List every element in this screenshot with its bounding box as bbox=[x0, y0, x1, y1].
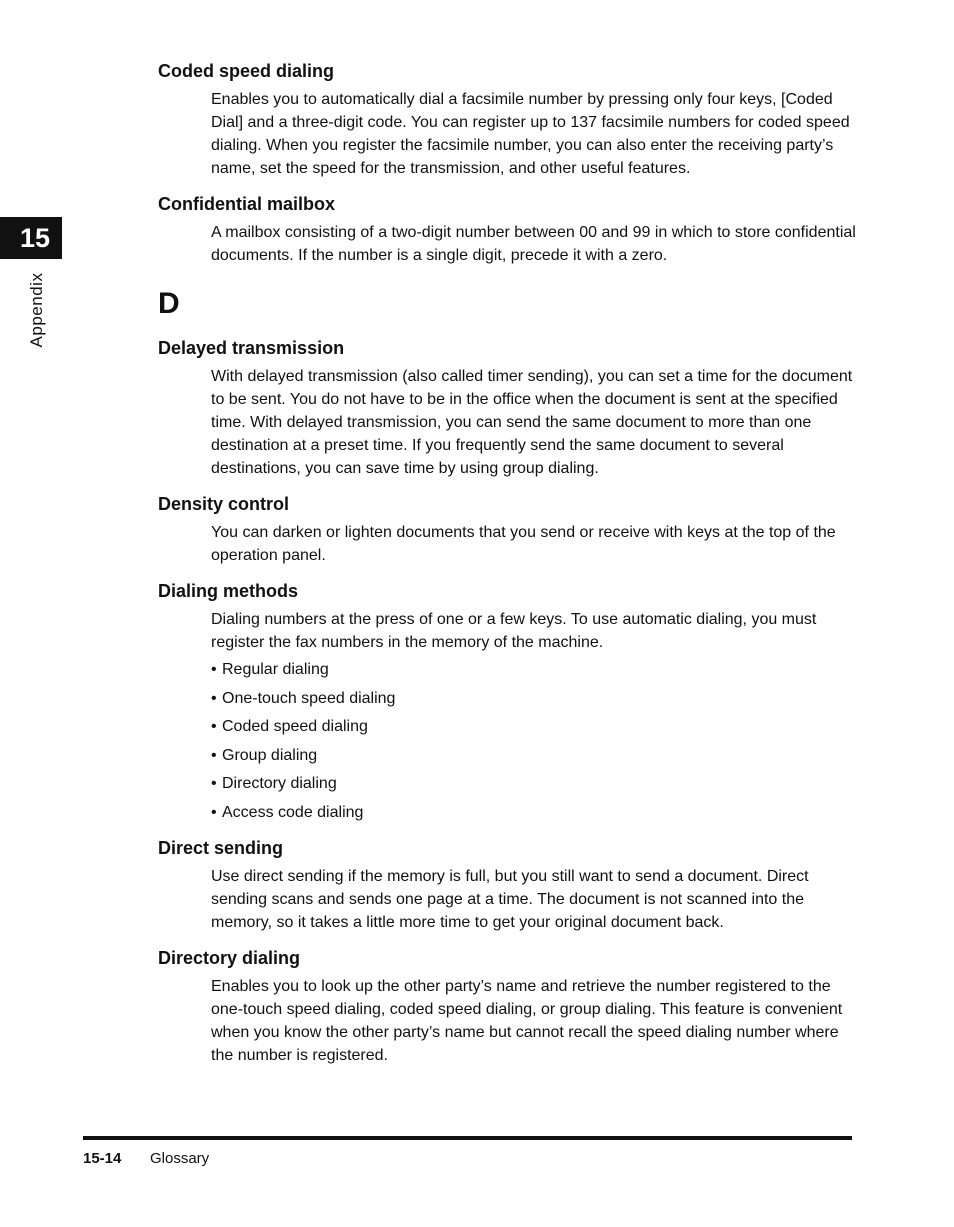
glossary-entry bbox=[158, 947, 858, 1067]
glossary-definition: With delayed transmission (also called timer sending), you can set a time for the document to be sent. You do not have to be in the office when the document is sent at the specified time. With delayed transmission, you can send the same document to more than one destination at a preset time. If you frequently send the same document to several destinations, you can save time by using group dialing. bbox=[211, 368, 853, 477]
glossary-term: Coded speed dialing bbox=[158, 61, 335, 81]
section-side-label: Appendix bbox=[27, 272, 46, 348]
glossary-definition: Use direct sending if the memory is full, but you still want to send a document. Direct sending scans and sends one page at a time. The document is not scanned into the memory, so it takes a little more time to get your original document back. bbox=[211, 867, 809, 931]
list-item-text: Regular dialing bbox=[222, 661, 329, 678]
list-item-text: One-touch speed dialing bbox=[222, 689, 396, 707]
footer-title: Glossary bbox=[150, 1150, 210, 1167]
glossary-definition: Enables you to automatically dial a facsimile number by pressing only four keys, [Coded Dial] and a three-digit code. You can register up to 137 facsimile numbers for coded speed dialing. When you register the facsimile number, you can also enter the receiving party’s name, set the speed for the transmission, and other useful features. bbox=[211, 91, 850, 177]
glossary-definition: Enables you to look up the other party’s name and retrieve the number registered to the one-touch speed dialing, coded speed dialing, or group dialing. This feature is convenient when you know the other party’s name but cannot recall the speed dialing number where the number is registered. bbox=[211, 977, 843, 1064]
glossary-entry bbox=[158, 337, 858, 480]
glossary-term: Direct sending bbox=[158, 837, 284, 858]
glossary-entry bbox=[158, 580, 858, 824]
glossary-entry bbox=[158, 193, 858, 267]
list-item bbox=[211, 688, 858, 710]
list-item bbox=[211, 773, 858, 795]
glossary-term: Dialing methods bbox=[158, 581, 299, 601]
glossary-term: Delayed transmission bbox=[158, 338, 345, 358]
glossary-term: Confidential mailbox bbox=[158, 194, 336, 214]
footer-page-number: 15-14 bbox=[83, 1150, 122, 1167]
glossary-term: Density control bbox=[158, 494, 290, 514]
list-item bbox=[211, 716, 858, 738]
glossary-content bbox=[158, 60, 858, 1080]
glossary-entry bbox=[158, 493, 858, 567]
list-item-text: Group dialing bbox=[222, 746, 318, 764]
glossary-definition: Dialing numbers at the press of one or a few keys. To use automatic dialing, you must register the fax numbers in the memory of the machine. bbox=[211, 611, 817, 651]
glossary-entry bbox=[158, 60, 858, 180]
list-item bbox=[211, 659, 858, 681]
list-item-text: Directory dialing bbox=[222, 775, 337, 792]
footer-divider bbox=[83, 1136, 852, 1140]
glossary-definition: A mailbox consisting of a two-digit number between 00 and 99 in which to store confidential documents. If the number is a single digit, precede it with a zero. bbox=[211, 224, 856, 264]
list-item-text: Coded speed dialing bbox=[222, 718, 368, 735]
chapter-number: 15 bbox=[20, 222, 51, 253]
chapter-tab bbox=[0, 217, 62, 259]
bullet-list bbox=[211, 659, 858, 824]
list-item-text: Access code dialing bbox=[222, 803, 364, 821]
list-item bbox=[211, 745, 858, 767]
section-letter-heading: D bbox=[158, 287, 180, 320]
glossary-entry bbox=[158, 837, 858, 934]
glossary-definition: You can darken or lighten documents that you send or receive with keys at the top of the operation panel. bbox=[211, 524, 836, 564]
glossary-term: Directory dialing bbox=[158, 947, 301, 968]
list-item bbox=[211, 802, 858, 824]
